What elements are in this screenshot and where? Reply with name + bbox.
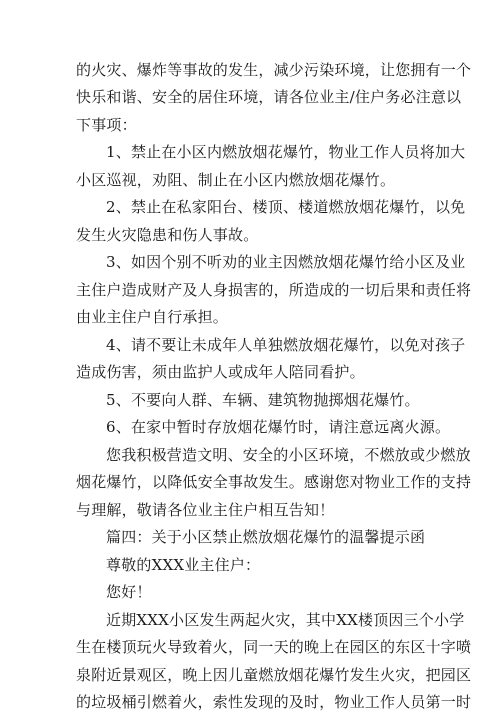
text-line: 2、禁止在私家阳台、楼顶、楼道燃放烟花爆竹，以免 (106, 198, 466, 216)
section-heading: 篇四：关于小区禁止燃放烟花爆竹的温馨提示函 (106, 528, 426, 546)
text-line: 与理解，敬请各位业主住户相互告知！ (76, 501, 335, 519)
text-line: 造成伤害，须由监护人或成年人陪同看护。 (76, 363, 365, 381)
text-line: 发生火灾隐患和伤人事故。 (76, 226, 259, 244)
text-line: 5、不要向人群、车辆、建筑物抛掷烟花爆竹。 (106, 391, 420, 409)
text-line: 下事项： (76, 116, 137, 134)
text-line: 泉附近景观区，晚上因儿童燃放烟花爆竹发生火灾，把园区 (76, 666, 472, 684)
text-line: 烟花爆竹，以降低安全事故发生。感谢您对物业工作的支持 (76, 473, 472, 491)
text-line: 6、在家中暂时存放烟花爆竹时，请注意远离火源。 (106, 418, 451, 436)
text-line: 生在楼顶玩火导致着火，同一天的晚上在园区的东区十字喷 (76, 638, 472, 656)
text-line: 的垃圾桶引燃着火，索性发现的及时，物业工作人员第一时 (76, 693, 472, 711)
salutation: 尊敬的XXX业主住户： (106, 556, 261, 574)
text-line: 小区巡视，劝阻、制止在小区内燃放烟花爆竹。 (76, 171, 396, 189)
text-line: 主住户造成财产及人身损害的，所造成的一切后果和责任将 (76, 281, 472, 299)
text-line: 1、禁止在小区内燃放烟花爆竹，物业工作人员将加大 (106, 143, 466, 161)
text-line: 的火灾、爆炸等事故的发生，减少污染环境，让您拥有一个 (76, 61, 472, 79)
text-line: 由业主住户自行承担。 (76, 308, 229, 326)
text-line: 3、如因个别不听劝的业主因燃放烟花爆竹给小区及业 (106, 253, 466, 271)
greeting: 您好！ (106, 583, 152, 601)
text-line: 近期XXX小区发生两起火灾，其中XX楼顶因三个小学 (106, 611, 465, 629)
text-line: 快乐和谐、安全的居住环境，请各位业主/住户务必注意以 (76, 88, 462, 106)
text-line: 您我积极营造文明、安全的小区环境，不燃放或少燃放 (106, 446, 471, 464)
text-line: 4、请不要让未成年人单独燃放烟花爆竹，以免对孩子 (106, 336, 466, 354)
